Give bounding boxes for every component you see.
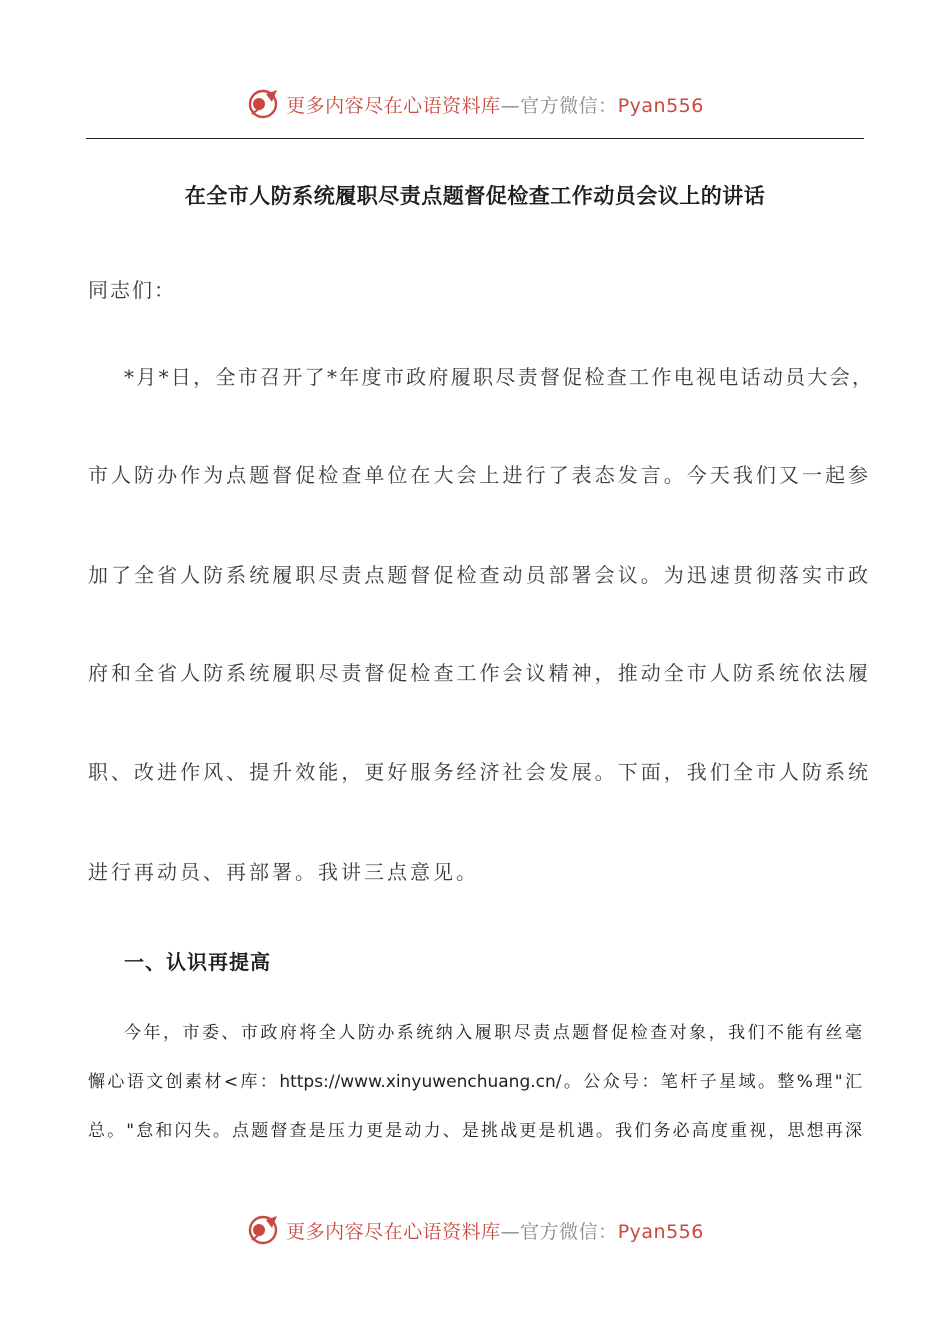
footer-banner xyxy=(0,1210,950,1250)
banner-text xyxy=(286,1217,704,1244)
paragraph-line: 加了全省人防系统履职尽责点题督促检查动员部署会议。为迅速贯彻落实市政 xyxy=(88,563,868,587)
banner-text xyxy=(286,91,704,118)
banner-wechat: Pyan556 xyxy=(617,94,704,117)
banner-dash: — xyxy=(500,94,521,117)
paragraph-line: 市人防办作为点题督促检查单位在大会上进行了表态发言。今天我们又一起参 xyxy=(88,463,868,487)
paragraph-line: *月*日，全市召开了*年度市政府履职尽责督促检查工作电视电话动员大会， xyxy=(124,365,872,389)
paragraph-line: 进行再动员、再部署。我讲三点意见。 xyxy=(88,860,479,884)
document-title: 在全市人防系统履职尽责点题督促检查工作动员会议上的讲话 xyxy=(184,184,766,208)
banner-dash: — xyxy=(500,1220,521,1243)
brand-logo-icon xyxy=(246,86,282,122)
paragraph-line: 职、改进作风、提升效能，更好服务经济社会发展。下面，我们全市人防系统 xyxy=(88,760,868,784)
banner-brand: 更多内容尽在心语资料库 xyxy=(286,1220,501,1243)
salutation: 同志们： xyxy=(88,278,176,302)
banner-contact: 官方微信： xyxy=(520,94,618,117)
banner-contact: 官方微信： xyxy=(520,1220,618,1243)
brand-logo-icon xyxy=(246,1212,282,1248)
banner-wechat: Pyan556 xyxy=(617,1220,704,1243)
section-heading: 一、认识再提高 xyxy=(124,950,271,974)
header-banner xyxy=(0,84,950,124)
paragraph-line: 今年，市委、市政府将全人防办系统纳入履职尽责点题督促检查对象，我们不能有丝毫 xyxy=(124,1023,862,1043)
paragraph-line: 府和全省人防系统履职尽责督促检查工作会议精神，推动全市人防系统依法履 xyxy=(88,661,868,685)
banner-brand: 更多内容尽在心语资料库 xyxy=(286,94,501,117)
paragraph-line: 懈心语文创素材<库：https://www.xinyuwenchuang.cn/。公众号：笔杆子星域。整%理"汇 xyxy=(88,1072,862,1092)
header-divider xyxy=(86,138,864,139)
paragraph-line: 总。"怠和闪失。点题督查是压力更是动力、是挑战更是机遇。我们务必高度重视，思想再深 xyxy=(88,1121,862,1141)
